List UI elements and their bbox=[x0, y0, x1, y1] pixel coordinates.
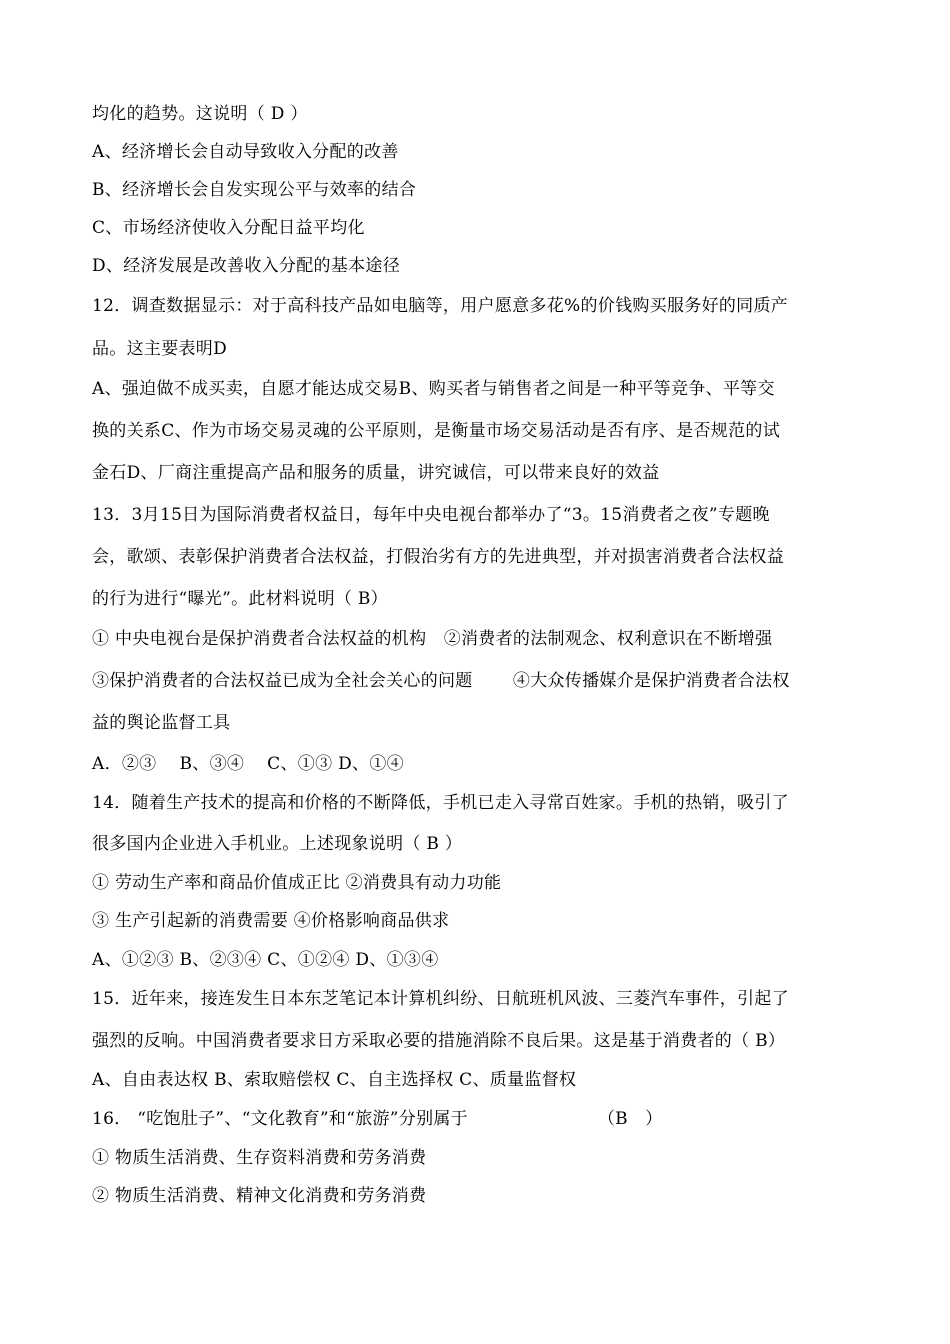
text-line: 均化的趋势。这说明（ D ） bbox=[92, 104, 308, 124]
question-15-line: 15．近年来，接连发生日本东芝笔记本计算机纠纷、日航班机风波、三菱汽车事件，引起了 bbox=[92, 989, 789, 1009]
question-12-line: 12．调查数据显示：对于高科技产品如电脑等，用户愿意多花%的价钱购买服务好的同质产 bbox=[92, 296, 789, 316]
text-line: ③保护消费者的合法权益已成为全社会关心的问题 ④大众传播媒介是保护消费者合法权 bbox=[92, 671, 790, 691]
text-line: B、经济增长会自发实现公平与效率的结合 bbox=[92, 180, 417, 200]
text-line: ③ 生产引起新的消费需要 ④价格影响商品供求 bbox=[92, 911, 450, 931]
text-line: A、自由表达权 B、索取赔偿权 C、自主选择权 C、质量监督权 bbox=[92, 1070, 577, 1090]
text-line: ① 劳动生产率和商品价值成正比 ②消费具有动力功能 bbox=[92, 873, 502, 893]
question-14-line: 14．随着生产技术的提高和价格的不断降低，手机已走入寻常百姓家。手机的热销，吸引了 bbox=[92, 793, 789, 813]
text-line: A、强迫做不成买卖，自愿才能达成交易B、购买者与销售者之间是一种平等竞争、平等交 bbox=[92, 379, 775, 399]
text-line: 强烈的反响。中国消费者要求日方采取必要的措施消除不良后果。这是基于消费者的（ B） bbox=[92, 1031, 786, 1051]
text-line: 会，歌颂、表彰保护消费者合法权益，打假治劣有方的先进典型，并对损害消费者合法权益 bbox=[92, 547, 784, 567]
text-line: C、市场经济使收入分配日益平均化 bbox=[92, 218, 365, 238]
text-line: A、①②③ B、②③④ C、①②④ D、①③④ bbox=[92, 950, 439, 970]
text-line: ② 物质生活消费、精神文化消费和劳务消费 bbox=[92, 1186, 427, 1206]
text-line: A．②③ B、③④ C、①③ D、①④ bbox=[92, 754, 404, 774]
text-line: ① 物质生活消费、生存资料消费和劳务消费 bbox=[92, 1148, 427, 1168]
question-16-line: 16． “吃饱肚子”、“文化教育”和“旅游”分别属于 （B ） bbox=[92, 1109, 663, 1129]
text-line: 的行为进行“曝光”。此材料说明（ B） bbox=[92, 589, 388, 609]
text-line: ① 中央电视台是保护消费者合法权益的机构 ②消费者的法制观念、权利意识在不断增强 bbox=[92, 629, 773, 649]
text-line: 品。这主要表明D bbox=[92, 339, 228, 359]
text-line: D、经济发展是改善收入分配的基本途径 bbox=[92, 256, 401, 276]
text-line: 益的舆论监督工具 bbox=[92, 713, 231, 733]
text-line: 换的关系C、作为市场交易灵魂的公平原则，是衡量市场交易活动是否有序、是否规范的试 bbox=[92, 421, 781, 441]
text-line: 很多国内企业进入手机业。上述现象说明（ B ） bbox=[92, 834, 463, 854]
text-line: A、经济增长会自动导致收入分配的改善 bbox=[92, 142, 399, 162]
question-13-line: 13．3月15日为国际消费者权益日，每年中央电视台都举办了“3。15消费者之夜”专题晚 bbox=[92, 505, 770, 525]
text-line: 金石D、厂商注重提高产品和服务的质量，讲究诚信，可以带来良好的效益 bbox=[92, 463, 660, 483]
